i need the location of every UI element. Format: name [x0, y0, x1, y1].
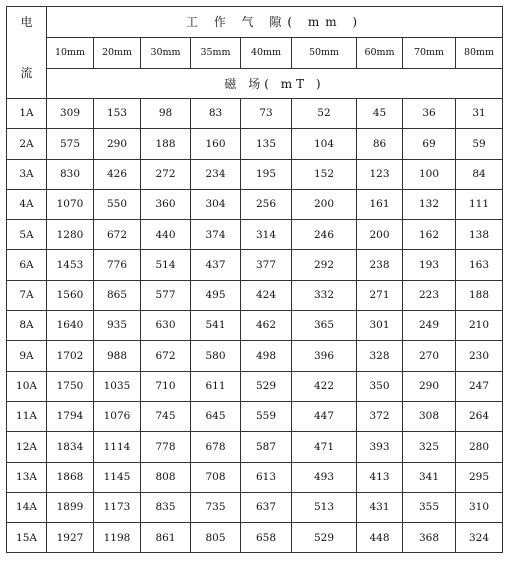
header-row-title: [7, 7, 503, 38]
field-value-cell: 587: [241, 432, 292, 462]
field-value-cell: 292: [292, 250, 357, 280]
field-value-cell: 1834: [47, 432, 94, 462]
field-value-cell: 1927: [47, 523, 94, 553]
field-value-cell: 247: [456, 371, 503, 401]
header-row-gaps: [7, 38, 503, 69]
table-row: [7, 523, 503, 553]
field-value-cell: 1035: [94, 371, 141, 401]
field-value-cell: 935: [94, 311, 141, 341]
field-value-cell: 272: [141, 159, 191, 189]
field-value-cell: 188: [141, 129, 191, 159]
field-value-cell: 776: [94, 250, 141, 280]
field-value-cell: 111: [456, 189, 503, 219]
field-value-cell: 160: [191, 129, 241, 159]
table-row: [7, 220, 503, 250]
table-row: [7, 462, 503, 492]
field-value-cell: 45: [357, 99, 403, 129]
field-value-cell: 341: [403, 462, 456, 492]
field-value-cell: 256: [241, 189, 292, 219]
field-value-cell: 324: [456, 523, 503, 553]
field-value-cell: 462: [241, 311, 292, 341]
current-cell: 2A: [7, 129, 47, 159]
current-cell: 10A: [7, 371, 47, 401]
field-value-cell: 495: [191, 280, 241, 310]
field-value-cell: 83: [191, 99, 241, 129]
table-row: [7, 99, 503, 129]
gap-header-cell: 40mm: [241, 38, 292, 69]
table-row: [7, 432, 503, 462]
field-value-cell: 52: [292, 99, 357, 129]
field-value-cell: 374: [191, 220, 241, 250]
current-cell: 4A: [7, 189, 47, 219]
field-value-cell: 104: [292, 129, 357, 159]
table-row: [7, 341, 503, 371]
field-value-cell: 31: [456, 99, 503, 129]
table-row: [7, 129, 503, 159]
field-value-cell: 308: [403, 401, 456, 431]
field-value-cell: 69: [403, 129, 456, 159]
field-value-cell: 678: [191, 432, 241, 462]
current-cell: 6A: [7, 250, 47, 280]
table-row: [7, 159, 503, 189]
field-value-cell: 710: [141, 371, 191, 401]
field-value-cell: 223: [403, 280, 456, 310]
field-value-cell: 153: [94, 99, 141, 129]
field-value-cell: 73: [241, 99, 292, 129]
field-value-cell: 365: [292, 311, 357, 341]
gap-header-cell: 70mm: [403, 38, 456, 69]
field-value-cell: 309: [47, 99, 94, 129]
field-value-cell: 132: [403, 189, 456, 219]
field-value-cell: 988: [94, 341, 141, 371]
field-value-cell: 230: [456, 341, 503, 371]
field-value-cell: 1899: [47, 492, 94, 522]
field-value-cell: 861: [141, 523, 191, 553]
field-value-cell: 529: [241, 371, 292, 401]
current-cell: 13A: [7, 462, 47, 492]
field-value-cell: 580: [191, 341, 241, 371]
field-value-cell: 249: [403, 311, 456, 341]
magnetic-field-table: [6, 6, 503, 553]
field-value-cell: 138: [456, 220, 503, 250]
field-value-cell: 613: [241, 462, 292, 492]
current-cell: 15A: [7, 523, 47, 553]
field-value-cell: 1640: [47, 311, 94, 341]
field-value-cell: 1145: [94, 462, 141, 492]
field-value-cell: 161: [357, 189, 403, 219]
field-value-cell: 238: [357, 250, 403, 280]
field-value-cell: 637: [241, 492, 292, 522]
field-value-cell: 778: [141, 432, 191, 462]
field-value-cell: 360: [141, 189, 191, 219]
table-container: [6, 6, 503, 553]
field-value-cell: 310: [456, 492, 503, 522]
field-value-cell: 301: [357, 311, 403, 341]
field-value-cell: 271: [357, 280, 403, 310]
field-value-cell: 471: [292, 432, 357, 462]
field-value-cell: 431: [357, 492, 403, 522]
field-value-cell: 200: [357, 220, 403, 250]
field-value-cell: 188: [456, 280, 503, 310]
gap-header-cell: 30mm: [141, 38, 191, 69]
field-value-cell: 123: [357, 159, 403, 189]
field-value-cell: 611: [191, 371, 241, 401]
gap-header-cell: 60mm: [357, 38, 403, 69]
field-value-cell: 835: [141, 492, 191, 522]
field-value-cell: 314: [241, 220, 292, 250]
field-value-cell: 195: [241, 159, 292, 189]
field-value-cell: 559: [241, 401, 292, 431]
table-row: [7, 189, 503, 219]
field-value-cell: 234: [191, 159, 241, 189]
field-value-cell: 200: [292, 189, 357, 219]
current-cell: 12A: [7, 432, 47, 462]
field-value-cell: 295: [456, 462, 503, 492]
field-value-cell: 1070: [47, 189, 94, 219]
field-value-cell: 84: [456, 159, 503, 189]
field-value-cell: 1280: [47, 220, 94, 250]
table-row: [7, 371, 503, 401]
field-value-cell: 135: [241, 129, 292, 159]
gap-header-cell: 35mm: [191, 38, 241, 69]
current-cell: 9A: [7, 341, 47, 371]
field-value-cell: 672: [141, 341, 191, 371]
field-value-cell: 645: [191, 401, 241, 431]
field-value-cell: 577: [141, 280, 191, 310]
field-value-cell: 529: [292, 523, 357, 553]
gap-header-cell: 50mm: [292, 38, 357, 69]
field-value-cell: 424: [241, 280, 292, 310]
current-cell: 1A: [7, 99, 47, 129]
field-value-cell: 246: [292, 220, 357, 250]
field-value-cell: 350: [357, 371, 403, 401]
field-value-cell: 575: [47, 129, 94, 159]
field-value-cell: 163: [456, 250, 503, 280]
field-value-cell: 368: [403, 523, 456, 553]
field-value-cell: 1560: [47, 280, 94, 310]
field-value-cell: 422: [292, 371, 357, 401]
field-value-cell: 830: [47, 159, 94, 189]
table-row: [7, 280, 503, 310]
field-value-cell: 290: [94, 129, 141, 159]
field-value-cell: 865: [94, 280, 141, 310]
field-value-cell: 393: [357, 432, 403, 462]
current-cell: 7A: [7, 280, 47, 310]
header-row-subtitle: [7, 69, 503, 99]
field-value-cell: 59: [456, 129, 503, 159]
field-value-cell: 498: [241, 341, 292, 371]
field-value-cell: 152: [292, 159, 357, 189]
current-cell: 3A: [7, 159, 47, 189]
field-value-cell: 541: [191, 311, 241, 341]
field-value-cell: 193: [403, 250, 456, 280]
field-value-cell: 426: [94, 159, 141, 189]
field-value-cell: 372: [357, 401, 403, 431]
field-value-cell: 1750: [47, 371, 94, 401]
field-value-cell: 437: [191, 250, 241, 280]
table-row: [7, 250, 503, 280]
field-value-cell: 672: [94, 220, 141, 250]
field-value-cell: 808: [141, 462, 191, 492]
field-value-cell: 304: [191, 189, 241, 219]
field-value-cell: 514: [141, 250, 191, 280]
field-value-cell: 332: [292, 280, 357, 310]
field-value-cell: 550: [94, 189, 141, 219]
table-row: [7, 492, 503, 522]
field-value-cell: 1114: [94, 432, 141, 462]
field-value-cell: 513: [292, 492, 357, 522]
current-cell: 11A: [7, 401, 47, 431]
field-value-cell: 210: [456, 311, 503, 341]
field-value-cell: 658: [241, 523, 292, 553]
field-value-cell: 355: [403, 492, 456, 522]
field-value-cell: 493: [292, 462, 357, 492]
field-value-cell: 1076: [94, 401, 141, 431]
field-value-cell: 440: [141, 220, 191, 250]
corner-cell: [7, 7, 47, 99]
gap-header-cell: 20mm: [94, 38, 141, 69]
field-value-cell: 413: [357, 462, 403, 492]
field-value-cell: 447: [292, 401, 357, 431]
field-value-cell: 1453: [47, 250, 94, 280]
gap-header-cell: 10mm: [47, 38, 94, 69]
field-value-cell: 162: [403, 220, 456, 250]
field-value-cell: 805: [191, 523, 241, 553]
field-value-cell: 1868: [47, 462, 94, 492]
field-value-cell: 86: [357, 129, 403, 159]
gap-header-cell: 80mm: [456, 38, 503, 69]
field-value-cell: 1173: [94, 492, 141, 522]
current-cell: 5A: [7, 220, 47, 250]
field-value-cell: 745: [141, 401, 191, 431]
corner-label-top: 电: [20, 15, 33, 29]
corner-label-bottom: 流: [20, 66, 33, 80]
gap-header-title: 工 作 气 隙( mm ): [47, 7, 503, 38]
field-value-cell: 708: [191, 462, 241, 492]
field-header-subtitle: 磁 场( mT ): [47, 69, 503, 99]
table-row: [7, 401, 503, 431]
field-value-cell: 377: [241, 250, 292, 280]
field-value-cell: 396: [292, 341, 357, 371]
field-value-cell: 448: [357, 523, 403, 553]
field-value-cell: 280: [456, 432, 503, 462]
table-body: [7, 7, 503, 553]
field-value-cell: 735: [191, 492, 241, 522]
current-cell: 14A: [7, 492, 47, 522]
field-value-cell: 264: [456, 401, 503, 431]
field-value-cell: 328: [357, 341, 403, 371]
field-value-cell: 630: [141, 311, 191, 341]
field-value-cell: 1794: [47, 401, 94, 431]
field-value-cell: 36: [403, 99, 456, 129]
field-value-cell: 98: [141, 99, 191, 129]
field-value-cell: 100: [403, 159, 456, 189]
table-row: [7, 311, 503, 341]
field-value-cell: 1702: [47, 341, 94, 371]
current-cell: 8A: [7, 311, 47, 341]
field-value-cell: 290: [403, 371, 456, 401]
field-value-cell: 325: [403, 432, 456, 462]
field-value-cell: 1198: [94, 523, 141, 553]
field-value-cell: 270: [403, 341, 456, 371]
